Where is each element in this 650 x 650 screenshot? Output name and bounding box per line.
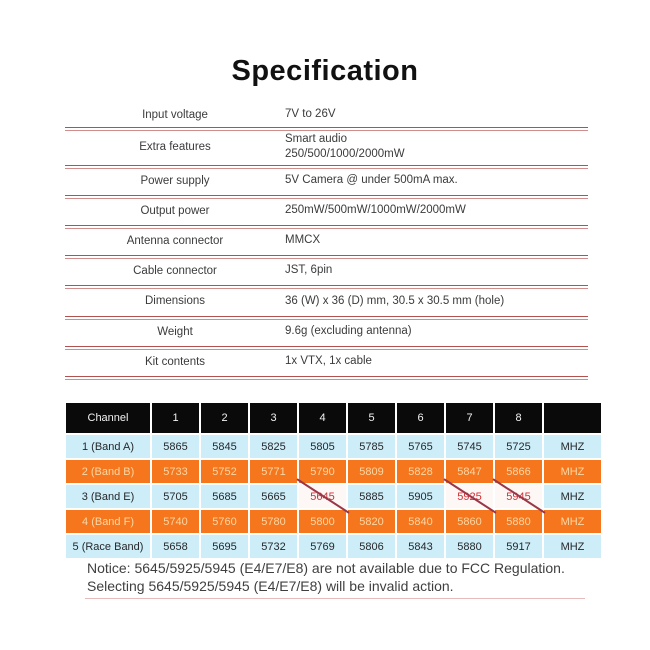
freq-cell-1-4: 5809 <box>348 460 395 483</box>
spec-row-7 <box>65 317 588 347</box>
notice-line-1: Notice: 5645/5925/5945 (E4/E7/E8) are not available due to FCC Regulation. <box>87 560 565 576</box>
spec-value-line: 5V Camera @ under 500mA max. <box>285 174 458 187</box>
spec-value-line: 7V to 26V <box>285 108 336 121</box>
spec-table <box>65 102 588 377</box>
freq-cell-2-6: 5925 <box>446 485 493 508</box>
spec-value-line: Smart audio <box>285 132 348 145</box>
channel-header-label: Channel <box>66 403 150 433</box>
unit-cell-0: MHZ <box>544 435 601 458</box>
unit-cell-1: MHZ <box>544 460 601 483</box>
page-title: Specification <box>231 55 419 87</box>
freq-cell-4-2: 5732 <box>250 535 297 558</box>
fcc-notice <box>87 559 565 595</box>
unit-cell-2: MHZ <box>544 485 601 508</box>
freq-cell-1-1: 5752 <box>201 460 248 483</box>
unit-cell-4: MHZ <box>544 535 601 558</box>
freq-cell-2-2: 5665 <box>250 485 297 508</box>
freq-cell-2-3: 5645 <box>299 485 346 508</box>
band-label-0: 1 (Band A) <box>66 435 150 458</box>
freq-cell-3-0: 5740 <box>152 510 199 533</box>
spec-row-4 <box>65 226 588 256</box>
notice-line-2: Selecting 5645/5925/5945 (E4/E7/E8) will be invalid action. <box>87 578 454 594</box>
freq-cell-2-0: 5705 <box>152 485 199 508</box>
spec-label: Weight <box>157 325 193 338</box>
spec-value <box>285 173 588 188</box>
freq-cell-3-4: 5820 <box>348 510 395 533</box>
spec-value <box>285 263 588 278</box>
freq-cell-3-2: 5780 <box>250 510 297 533</box>
spec-value-line: 250/500/1000/2000mW <box>285 147 405 160</box>
spec-value <box>285 233 588 248</box>
spec-value-line: 36 (W) x 36 (D) mm, 30.5 x 30.5 mm (hole) <box>285 294 505 307</box>
freq-cell-3-7: 5880 <box>495 510 542 533</box>
spec-value-line: 1x VTX, 1x cable <box>285 355 372 368</box>
freq-cell-3-3: 5800 <box>299 510 346 533</box>
spec-row-2 <box>65 166 588 196</box>
spec-row-8 <box>65 347 588 377</box>
freq-cell-4-0: 5658 <box>152 535 199 558</box>
freq-cell-3-6: 5860 <box>446 510 493 533</box>
strike-line <box>492 478 545 513</box>
freq-cell-0-2: 5825 <box>250 435 297 458</box>
spec-label: Extra features <box>139 140 211 153</box>
freq-cell-0-5: 5765 <box>397 435 444 458</box>
freq-cell-1-6: 5847 <box>446 460 493 483</box>
freq-cell-4-5: 5843 <box>397 535 444 558</box>
strike-line <box>296 478 349 513</box>
spec-label: Power supply <box>140 174 210 187</box>
channel-header-7: 7 <box>446 403 493 433</box>
freq-cell-3-1: 5760 <box>201 510 248 533</box>
freq-cell-4-7: 5917 <box>495 535 542 558</box>
spec-value-line: JST, 6pin <box>285 264 333 277</box>
spec-row-3 <box>65 196 588 226</box>
spec-row-5 <box>65 256 588 286</box>
spec-label: Dimensions <box>144 295 206 307</box>
spec-row-6 <box>65 286 588 317</box>
spec-label: Output power <box>140 204 210 217</box>
freq-cell-2-1: 5685 <box>201 485 248 508</box>
channel-header-unit <box>544 403 601 433</box>
freq-cell-3-5: 5840 <box>397 510 444 533</box>
channel-header-3: 3 <box>250 403 297 433</box>
freq-cell-0-7: 5725 <box>495 435 542 458</box>
freq-cell-1-7: 5866 <box>495 460 542 483</box>
spec-row-1 <box>65 128 588 166</box>
freq-cell-0-0: 5865 <box>152 435 199 458</box>
freq-cell-0-1: 5845 <box>201 435 248 458</box>
freq-cell-4-3: 5769 <box>299 535 346 558</box>
spec-label: Kit contents <box>144 355 206 368</box>
freq-cell-1-0: 5733 <box>152 460 199 483</box>
channel-header-5: 5 <box>348 403 395 433</box>
band-label-3: 4 (Band F) <box>66 510 150 533</box>
freq-cell-0-6: 5745 <box>446 435 493 458</box>
freq-cell-4-4: 5806 <box>348 535 395 558</box>
channel-header-2: 2 <box>201 403 248 433</box>
band-label-1: 2 (Band B) <box>66 460 150 483</box>
freq-cell-1-2: 5771 <box>250 460 297 483</box>
freq-cell-2-5: 5905 <box>397 485 444 508</box>
band-label-4: 5 (Race Band) <box>66 535 150 558</box>
freq-cell-2-7: 5945 <box>495 485 542 508</box>
freq-cell-4-6: 5880 <box>446 535 493 558</box>
channel-frequency-table <box>66 403 601 558</box>
bottom-divider-line <box>85 598 585 599</box>
spec-value <box>285 107 588 122</box>
spec-value-line: MMCX <box>285 234 321 247</box>
channel-header-1: 1 <box>152 403 199 433</box>
band-label-2: 3 (Band E) <box>66 485 150 508</box>
spec-label: Cable connector <box>133 264 217 277</box>
spec-label: Antenna connector <box>126 234 224 247</box>
spec-label: Input voltage <box>142 108 208 121</box>
freq-cell-4-1: 5695 <box>201 535 248 558</box>
strike-line <box>443 478 496 513</box>
spec-value <box>285 294 588 309</box>
freq-cell-1-3: 5790 <box>299 460 346 483</box>
spec-value-line: 9.6g (excluding antenna) <box>285 325 412 338</box>
channel-header-8: 8 <box>495 403 542 433</box>
unit-cell-3: MHZ <box>544 510 601 533</box>
freq-cell-1-5: 5828 <box>397 460 444 483</box>
spec-value <box>285 203 588 218</box>
spec-value <box>285 324 588 339</box>
spec-row-0 <box>65 102 588 128</box>
freq-cell-0-3: 5805 <box>299 435 346 458</box>
channel-header-4: 4 <box>299 403 346 433</box>
freq-cell-2-4: 5885 <box>348 485 395 508</box>
spec-value-line: 250mW/500mW/1000mW/2000mW <box>285 204 466 217</box>
channel-header-6: 6 <box>397 403 444 433</box>
spec-value <box>285 132 588 162</box>
freq-cell-0-4: 5785 <box>348 435 395 458</box>
spec-value <box>285 354 588 369</box>
